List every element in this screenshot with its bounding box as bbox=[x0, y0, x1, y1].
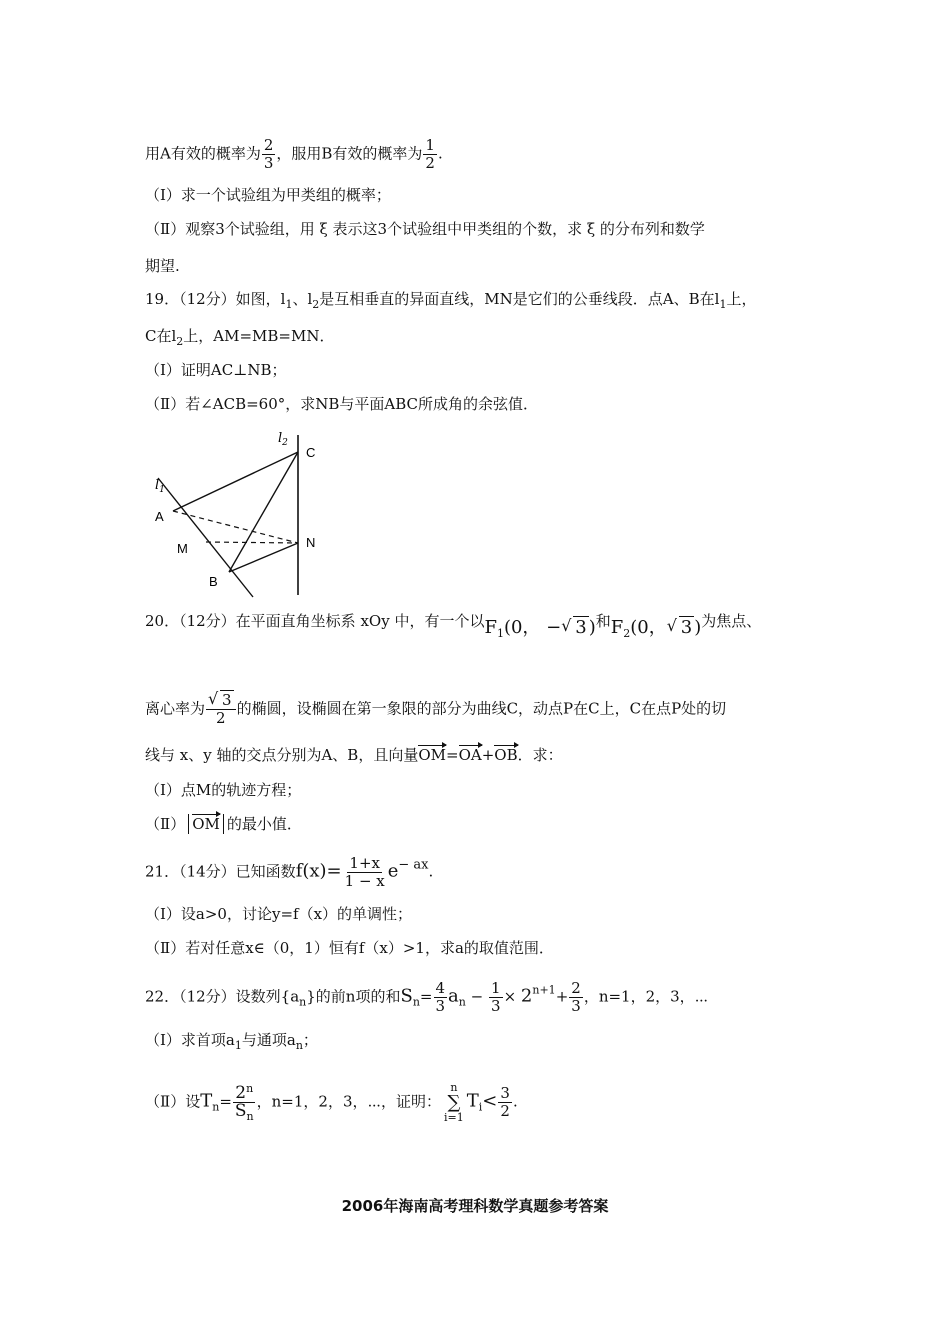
text: ) bbox=[588, 617, 596, 638]
answers-title: 2006年海南高考理科数学真题参考答案 bbox=[341, 1197, 609, 1215]
subscript: 1 bbox=[496, 627, 504, 640]
text: 19．（12分）如图，l bbox=[145, 290, 286, 308]
vector-OB: OB bbox=[494, 746, 518, 764]
denominator bbox=[233, 1103, 256, 1125]
label-C: C bbox=[306, 445, 316, 460]
text: − bbox=[470, 987, 484, 1006]
text: (0， bbox=[503, 617, 541, 638]
q22-part2 bbox=[145, 1080, 518, 1125]
text: ，服用B有效的概率为 bbox=[276, 144, 423, 163]
text: T bbox=[466, 1090, 479, 1112]
q18-part1: （Ⅰ）求一个试验组为甲类组的概率； bbox=[145, 186, 391, 204]
upper-limit: n bbox=[450, 1080, 458, 1094]
segment-AC bbox=[173, 452, 298, 511]
text: 离心率为 bbox=[145, 699, 206, 718]
denominator: 3 bbox=[263, 154, 274, 172]
text: 的最小值． bbox=[226, 815, 302, 833]
text: < bbox=[482, 1090, 498, 1112]
q21-stem bbox=[145, 855, 433, 890]
fraction-one-third bbox=[489, 980, 503, 1015]
text: C在l bbox=[145, 327, 177, 345]
subscript: n bbox=[295, 1039, 303, 1052]
text: （Ⅱ）设 bbox=[145, 1092, 201, 1111]
vector-OA: OA bbox=[458, 746, 482, 764]
numerator: 1 bbox=[491, 979, 501, 997]
q20-part2 bbox=[145, 814, 302, 834]
text: a bbox=[448, 985, 459, 1007]
subscript: 1 bbox=[234, 1039, 242, 1052]
text: . bbox=[437, 144, 443, 163]
denominator: 3 bbox=[435, 997, 446, 1015]
vector-OM: OM bbox=[418, 746, 446, 764]
q20-part1: （Ⅰ）点M的轨迹方程； bbox=[145, 781, 302, 799]
radicand: 3 bbox=[680, 617, 693, 638]
text: （Ⅰ）求首项a bbox=[145, 1031, 235, 1049]
subscript: 1 bbox=[719, 298, 727, 311]
segment-AN-dashed bbox=[173, 511, 298, 543]
label-l2: $l_2$ bbox=[278, 431, 288, 448]
q20-stem-line1 bbox=[145, 611, 762, 640]
q19-part1: （Ⅰ）证明AC⊥NB； bbox=[145, 361, 287, 379]
sigma: ∑ bbox=[447, 1091, 461, 1113]
segment-MN-dashed bbox=[206, 542, 298, 543]
text: 线与 x、y 轴的交点分别为A、B，且向量 bbox=[145, 746, 419, 764]
subscript: 2 bbox=[176, 335, 184, 348]
text: = bbox=[419, 987, 433, 1006]
text: S bbox=[234, 1101, 247, 1121]
text: ； bbox=[302, 1031, 318, 1049]
text: 、l bbox=[292, 290, 313, 308]
text: （Ⅱ） bbox=[145, 815, 186, 833]
label-l1: $l_1$ bbox=[155, 478, 165, 495]
text: + bbox=[555, 987, 569, 1006]
text: T bbox=[200, 1090, 213, 1112]
geometry-figure bbox=[140, 425, 340, 600]
fraction-eccentricity bbox=[206, 689, 236, 727]
subscript: 2 bbox=[312, 298, 320, 311]
text: ．求： bbox=[517, 746, 563, 764]
numerator: 1 bbox=[425, 136, 435, 154]
label-M: M bbox=[177, 541, 188, 556]
radical-sign: √ bbox=[561, 616, 572, 635]
text: 是互相垂直的异面直线，MN是它们的公垂线段．点A、B在l bbox=[319, 290, 720, 308]
focus-F1 bbox=[484, 617, 595, 638]
superscript: n bbox=[246, 1082, 254, 1095]
fraction-1plusx-over-1minusx bbox=[343, 855, 387, 890]
numerator: 2 bbox=[571, 979, 581, 997]
function-f: f(x)= bbox=[295, 860, 342, 882]
exponent: − ax bbox=[398, 857, 429, 873]
q18-part2-line1: （Ⅱ）观察3个试验组，用 ξ 表示这3个试验组中甲类组的个数，求 ξ 的分布列和数学 bbox=[145, 220, 705, 238]
fraction-three-halves bbox=[498, 1085, 512, 1120]
denominator: 1 − x bbox=[344, 872, 385, 890]
text: ) bbox=[694, 617, 702, 638]
q21-part1: （Ⅰ）设a>0，讨论y=f（x）的单调性； bbox=[145, 905, 413, 923]
text: + bbox=[481, 746, 495, 764]
q18-part2-line2: 期望. bbox=[145, 257, 180, 275]
radical-sign: √ bbox=[208, 689, 219, 708]
text: 21．（14分）已知函数 bbox=[145, 862, 296, 881]
text: ，n=1，2，3，⋯，证明： bbox=[256, 1092, 442, 1111]
q22-part1 bbox=[145, 1030, 318, 1056]
text: 2 bbox=[520, 985, 533, 1007]
exponent: n+1 bbox=[532, 983, 556, 997]
text: 22．（12分）设数列{a bbox=[145, 987, 300, 1006]
denominator: 2 bbox=[425, 154, 435, 172]
numerator: 1+x bbox=[349, 854, 380, 872]
text: . bbox=[428, 862, 434, 881]
text: F bbox=[610, 617, 624, 638]
q19-stem-line2 bbox=[145, 326, 334, 352]
q20-stem-line2 bbox=[145, 689, 727, 727]
text: 用A有效的概率为 bbox=[145, 144, 261, 163]
text: ，n=1，2，3，⋯ bbox=[583, 987, 709, 1006]
q20-stem-line3 bbox=[145, 745, 563, 765]
subscript: n bbox=[212, 1100, 220, 1114]
numerator: 2 bbox=[263, 136, 274, 154]
vector-OM: OM bbox=[192, 815, 220, 833]
text: − bbox=[546, 617, 562, 638]
exp-base: e bbox=[387, 860, 399, 882]
denominator: 2 bbox=[216, 709, 226, 727]
numerator bbox=[233, 1080, 255, 1103]
q19-stem-line1 bbox=[145, 289, 756, 315]
text: 2 bbox=[235, 1083, 247, 1103]
magnitude-OM bbox=[188, 814, 224, 834]
label-B: B bbox=[209, 574, 218, 589]
subscript: n bbox=[299, 995, 307, 1009]
subscript: 1 bbox=[285, 298, 293, 311]
q21-part2: （Ⅱ）若对任意x∈（0，1）恒有f（x）>1，求a的取值范围． bbox=[145, 939, 554, 957]
denominator: 2 bbox=[500, 1102, 510, 1120]
subscript: i bbox=[478, 1100, 483, 1114]
sqrt-3 bbox=[561, 618, 588, 638]
radicand: 3 bbox=[575, 617, 587, 638]
denominator: 3 bbox=[491, 997, 501, 1015]
text: 上， bbox=[726, 290, 757, 308]
text: 和 bbox=[595, 612, 611, 630]
text: 20．（12分）在平面直角坐标系 xOy 中，有一个以 bbox=[145, 612, 485, 630]
focus-F2 bbox=[611, 617, 701, 638]
segment-BC bbox=[229, 452, 298, 572]
q22-stem bbox=[145, 980, 708, 1015]
text: × bbox=[503, 987, 517, 1006]
fraction-2n-over-Sn bbox=[233, 1080, 256, 1125]
fraction-four-thirds bbox=[434, 980, 448, 1015]
radical-sign: √ bbox=[666, 616, 677, 635]
text: = bbox=[445, 746, 459, 764]
fraction-one-half bbox=[423, 137, 437, 172]
text: = bbox=[219, 1092, 232, 1111]
numerator: 3 bbox=[500, 1084, 510, 1102]
text: . bbox=[512, 1092, 518, 1111]
sqrt-3 bbox=[667, 618, 694, 638]
label-N: N bbox=[306, 535, 316, 550]
text: 上，AM=MB=MN． bbox=[183, 327, 335, 345]
subscript: n bbox=[246, 1110, 254, 1123]
text: }的前n项的和 bbox=[306, 987, 401, 1006]
numerator: 4 bbox=[435, 979, 446, 997]
radicand: 3 bbox=[222, 691, 232, 709]
q19-part2: （Ⅱ）若∠ACB=60°，求NB与平面ABC所成角的余弦值． bbox=[145, 395, 539, 413]
text: 与通项a bbox=[241, 1031, 296, 1049]
text: 的椭圆，设椭圆在第一象限的部分为曲线C，动点P在C上，C在点P处的切 bbox=[236, 699, 727, 718]
subscript: n bbox=[412, 995, 420, 1009]
segment-BN bbox=[229, 543, 298, 572]
fraction-two-thirds bbox=[569, 980, 583, 1015]
fraction-two-thirds bbox=[262, 137, 276, 172]
text: (0， bbox=[630, 617, 667, 638]
numerator bbox=[206, 689, 236, 710]
q18-probability-line bbox=[145, 137, 443, 172]
sqrt-3 bbox=[208, 689, 234, 709]
denominator: 3 bbox=[571, 997, 581, 1015]
text: 为焦点、 bbox=[701, 612, 762, 630]
text: S bbox=[400, 985, 413, 1007]
summation bbox=[444, 1082, 464, 1124]
subscript: n bbox=[458, 995, 466, 1009]
text: F bbox=[484, 617, 497, 638]
lower-limit: i=1 bbox=[444, 1110, 464, 1124]
label-A: A bbox=[155, 509, 164, 524]
subscript: 2 bbox=[623, 627, 631, 640]
